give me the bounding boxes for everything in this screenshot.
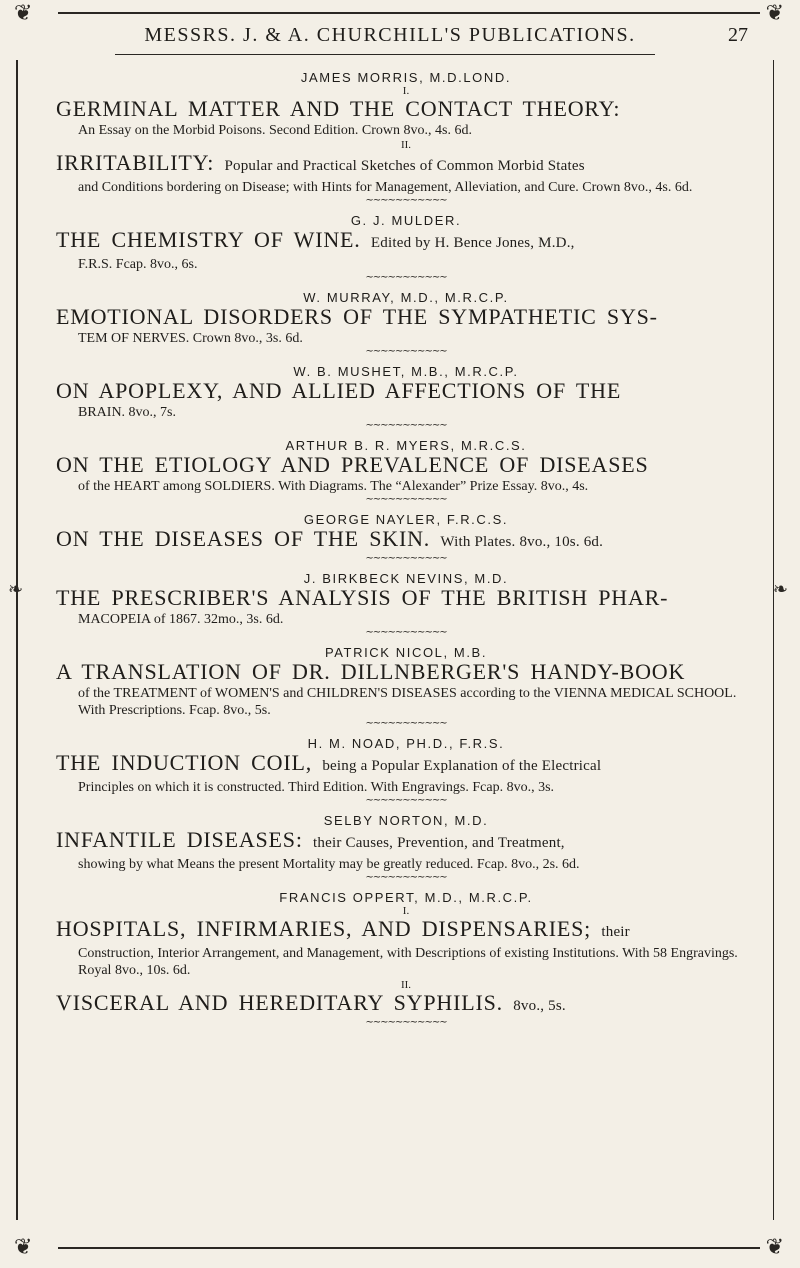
volume-numeral: II. [400,979,412,991]
book-description: and Conditions bordering on Disease; with Hints for Management, Alleviation, and Cure. Crown 8vo., 4s. 6d. [78,180,693,195]
catalogue-entry [56,512,756,563]
book-title [56,453,756,477]
book-title [56,751,756,778]
book-description: BRAIN. 8vo., 7s. [78,405,177,420]
book-title-text: A TRANSLATION OF DR. DILLNBERGER'S HANDY-BOOK [56,659,686,684]
wavy-separator: ∼∼∼∼∼∼∼∼∼∼∼ [365,795,447,806]
wavy-separator: ∼∼∼∼∼∼∼∼∼∼∼ [365,494,447,505]
wavy-separator: ∼∼∼∼∼∼∼∼∼∼∼ [365,718,447,729]
book-title [56,379,756,403]
author-name: PATRICK NICOL, M.B. [324,645,488,660]
catalogue-entry [56,571,756,637]
book-title-continuation: With Plates. 8vo., 10s. 6d. [440,534,604,550]
book-title [56,151,756,178]
book-title-text: THE PRESCRIBER'S ANALYSIS OF THE BRITISH PHAR- [56,585,669,610]
author-name: FRANCIS OPPERT, M.D., M.R.C.P. [279,890,533,905]
volume-numeral: I. [402,85,410,97]
wavy-separator: ∼∼∼∼∼∼∼∼∼∼∼ [365,553,447,564]
book-title-continuation: Popular and Practical Sketches of Common Morbid States [224,158,585,174]
corner-ornament-icon: ❦ [14,1234,33,1259]
author-name: G. J. MULDER. [350,213,462,228]
volume-numeral: II. [400,139,412,151]
catalogue-entry [56,890,756,1027]
volume-numeral: I. [402,905,410,917]
book-title-text: VISCERAL AND HEREDITARY SYPHILIS. [56,990,503,1015]
side-ornament-icon: ❧ [772,579,788,599]
book-description: MACOPEIA of 1867. 32mo., 3s. 6d. [78,612,284,627]
book-title-text: THE INDUCTION COIL, [56,750,312,775]
author-name: ARTHUR B. R. MYERS, M.R.C.S. [285,438,527,453]
book-title-text: THE CHEMISTRY OF WINE. [56,227,361,252]
catalogue-entry [56,364,756,430]
book-title-text: IRRITABILITY: [56,150,215,175]
book-title [56,660,756,684]
book-title-text: ON APOPLEXY, AND ALLIED AFFECTIONS OF THE [56,378,622,403]
book-description: Principles on which it is constructed. Third Edition. With Engravings. Fcap. 8vo., 3s. [78,780,555,795]
wavy-separator: ∼∼∼∼∼∼∼∼∼∼∼ [365,346,447,357]
author-name: SELBY NORTON, M.D. [323,813,489,828]
book-title [56,228,756,255]
wavy-separator: ∼∼∼∼∼∼∼∼∼∼∼ [365,420,447,431]
book-title-continuation: 8vo., 5s. [513,998,566,1014]
book-description: Construction, Interior Arrangement, and Management, with Descriptions of existing Institutions. With 58 Engravings. Royal 8vo., 10s. 6d. [78,946,738,978]
left-border-rule [16,60,18,1220]
book-description: F.R.S. Fcap. 8vo., 6s. [78,257,198,272]
catalogue-entry [56,438,756,504]
author-name: W. MURRAY, M.D., M.R.C.P. [303,290,509,305]
book-title [56,97,756,121]
book-description: TEM OF NERVES. Crown 8vo., 3s. 6d. [78,331,303,346]
book-title [56,586,756,610]
author-name: GEORGE NAYLER, F.R.C.S. [303,512,509,527]
book-title-text: INFANTILE DISEASES: [56,827,303,852]
book-title-text: ON THE ETIOLOGY AND PREVALENCE OF DISEASES [56,452,649,477]
book-title-text: GERMINAL MATTER AND THE CONTACT THEORY: [56,96,621,121]
author-name: J. BIRKBECK NEVINS, M.D. [303,571,509,586]
wavy-separator: ∼∼∼∼∼∼∼∼∼∼∼ [365,272,447,283]
book-description: of the HEART among SOLDIERS. With Diagrams. The “Alexander” Prize Essay. 8vo., 4s. [78,479,589,494]
book-title-continuation: being a Popular Explanation of the Electrical [322,758,602,774]
bottom-border-rule [58,1247,760,1249]
catalogue-entry [56,213,756,282]
author-name: H. M. NOAD, PH.D., F.R.S. [307,736,505,751]
corner-ornament-icon: ❦ [14,0,33,25]
wavy-separator: ∼∼∼∼∼∼∼∼∼∼∼ [365,195,447,206]
wavy-separator: ∼∼∼∼∼∼∼∼∼∼∼ [365,627,447,638]
book-title-text: ON THE DISEASES OF THE SKIN. [56,526,431,551]
book-title-continuation: Edited by H. Bence Jones, M.D., [370,235,575,251]
catalogue-entry [56,70,756,205]
header-rule [115,54,655,55]
author-name: JAMES MORRIS, M.D.LOND. [300,70,512,85]
catalogue-entries [56,66,756,1035]
book-title-text: EMOTIONAL DISORDERS OF THE SYMPATHETIC SYS- [56,304,658,329]
book-title [56,828,756,855]
book-description: showing by what Means the present Mortality may be greatly reduced. Fcap. 8vo., 2s. 6d. [78,857,580,872]
corner-ornament-icon: ❦ [765,1234,784,1259]
top-border-rule [58,12,760,14]
right-border-rule [773,60,775,1220]
side-ornament-icon: ❧ [8,579,24,599]
catalogue-entry [56,736,756,805]
book-title [56,305,756,329]
book-title-text: HOSPITALS, INFIRMARIES, AND DISPENSARIES; [56,916,592,941]
book-description: An Essay on the Morbid Poisons. Second Edition. Crown 8vo., 4s. 6d. [78,123,472,138]
corner-ornament-icon: ❦ [765,0,784,25]
author-name: W. B. MUSHET, M.B., M.R.C.P. [293,364,519,379]
book-description: of the TREATMENT of WOMEN'S and CHILDREN'S DISEASES according to the VIENNA MEDICAL SCHOOL. With Prescriptions. Fcap. 8vo., 5s. [78,686,737,718]
book-title [56,991,756,1018]
catalogue-entry [56,813,756,882]
page-number: 27 [728,24,748,46]
book-title [56,917,756,944]
book-title [56,527,756,554]
wavy-separator: ∼∼∼∼∼∼∼∼∼∼∼ [365,1017,447,1028]
book-title-continuation: their Causes, Prevention, and Treatment, [313,835,565,851]
book-title-continuation: their [601,924,630,940]
catalogue-entry [56,290,756,356]
catalogue-entry [56,645,756,728]
wavy-separator: ∼∼∼∼∼∼∼∼∼∼∼ [365,872,447,883]
running-head: MESSRS. J. & A. CHURCHILL'S PUBLICATIONS. [144,24,636,46]
